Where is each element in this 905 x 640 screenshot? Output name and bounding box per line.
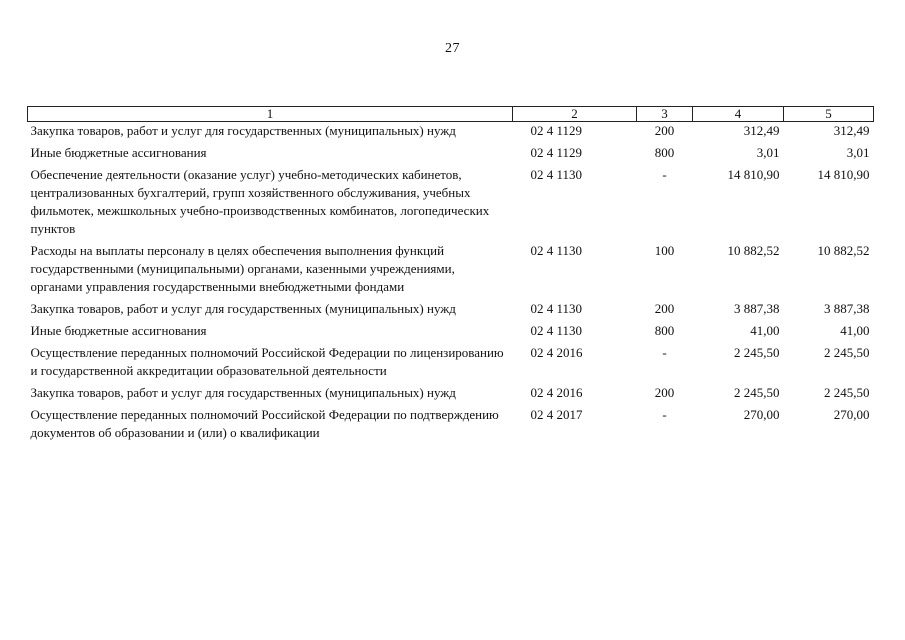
row-value-2: 14 810,90 — [817, 167, 870, 182]
table-row — [28, 406, 874, 443]
row-value-1: 312,49 — [743, 123, 780, 138]
row-name: Осуществление переданных полномочий Российской Федерации по лицензированию и государственной аккредитации образовательной деятельности — [30, 345, 504, 378]
row-value-1: 2 245,50 — [734, 345, 780, 360]
header-col-2: 2 — [513, 107, 637, 122]
row-code: 02 4 2016 — [530, 385, 583, 400]
header-col-4: 4 — [693, 107, 784, 122]
row-value-2: 3,01 — [846, 145, 870, 160]
row-value-2: 312,49 — [833, 123, 870, 138]
row-code: 02 4 1130 — [530, 301, 583, 316]
row-value-2: 2 245,50 — [824, 385, 870, 400]
table-row — [28, 242, 874, 300]
row-value-1: 2 245,50 — [734, 385, 780, 400]
row-value-2: 2 245,50 — [824, 345, 870, 360]
header-row — [28, 107, 874, 122]
row-name: Обеспечение деятельности (оказание услуг) учебно-методических кабинетов, централизованных бухгалтерий, групп хозяйственного обслуживания, учебных фильмотек, межшкольных учебно-производственных комбинатов, логопедических пунктов — [30, 167, 490, 236]
row-name: Закупка товаров, работ и услуг для государственных (муниципальных) нужд — [30, 301, 456, 316]
table-row — [28, 144, 874, 166]
table-row — [28, 166, 874, 242]
table-row — [28, 384, 874, 406]
page-number: 27 — [445, 41, 460, 56]
table-row — [28, 300, 874, 322]
row-name: Расходы на выплаты персоналу в целях обеспечения выполнения функций государственными (муниципальными) органами, казенными учреждениями, органами управления государственными внебюджетными фондами — [30, 243, 455, 294]
row-value-2: 41,00 — [840, 323, 870, 338]
row-type: - — [662, 345, 667, 360]
table-header — [28, 107, 874, 122]
header-col-3: 3 — [637, 107, 693, 122]
table-body — [28, 122, 874, 444]
row-type: 200 — [654, 301, 675, 316]
row-type: - — [662, 167, 667, 182]
header-col-5: 5 — [784, 107, 874, 122]
table-row — [28, 122, 874, 145]
row-name: Закупка товаров, работ и услуг для государственных (муниципальных) нужд — [30, 385, 456, 400]
row-type: - — [662, 407, 667, 422]
row-name: Иные бюджетные ассигнования — [30, 145, 207, 160]
row-value-2: 270,00 — [833, 407, 870, 422]
row-value-1: 41,00 — [750, 323, 780, 338]
row-type: 200 — [654, 385, 675, 400]
row-code: 02 4 1130 — [530, 167, 583, 182]
row-code: 02 4 2017 — [530, 407, 583, 422]
row-value-2: 3 887,38 — [824, 301, 870, 316]
row-value-1: 3 887,38 — [734, 301, 780, 316]
row-type: 800 — [654, 323, 675, 338]
row-value-1: 3,01 — [756, 145, 780, 160]
row-value-1: 14 810,90 — [727, 167, 780, 182]
budget-table — [27, 106, 874, 443]
row-type: 800 — [654, 145, 675, 160]
row-name: Иные бюджетные ассигнования — [30, 323, 207, 338]
header-col-1: 1 — [28, 107, 513, 122]
row-type: 200 — [654, 123, 675, 138]
row-type: 100 — [654, 243, 675, 258]
row-code: 02 4 2016 — [530, 345, 583, 360]
row-name: Осуществление переданных полномочий Российской Федерации по подтверждению документов об образовании и (или) о квалификации — [30, 407, 499, 440]
row-value-2: 10 882,52 — [817, 243, 870, 258]
row-value-1: 270,00 — [743, 407, 780, 422]
row-code: 02 4 1129 — [530, 145, 583, 160]
row-code: 02 4 1129 — [530, 123, 583, 138]
row-code: 02 4 1130 — [530, 323, 583, 338]
row-code: 02 4 1130 — [530, 243, 583, 258]
row-name: Закупка товаров, работ и услуг для государственных (муниципальных) нужд — [30, 123, 456, 138]
row-value-1: 10 882,52 — [727, 243, 780, 258]
table-row — [28, 344, 874, 384]
table-row — [28, 322, 874, 344]
